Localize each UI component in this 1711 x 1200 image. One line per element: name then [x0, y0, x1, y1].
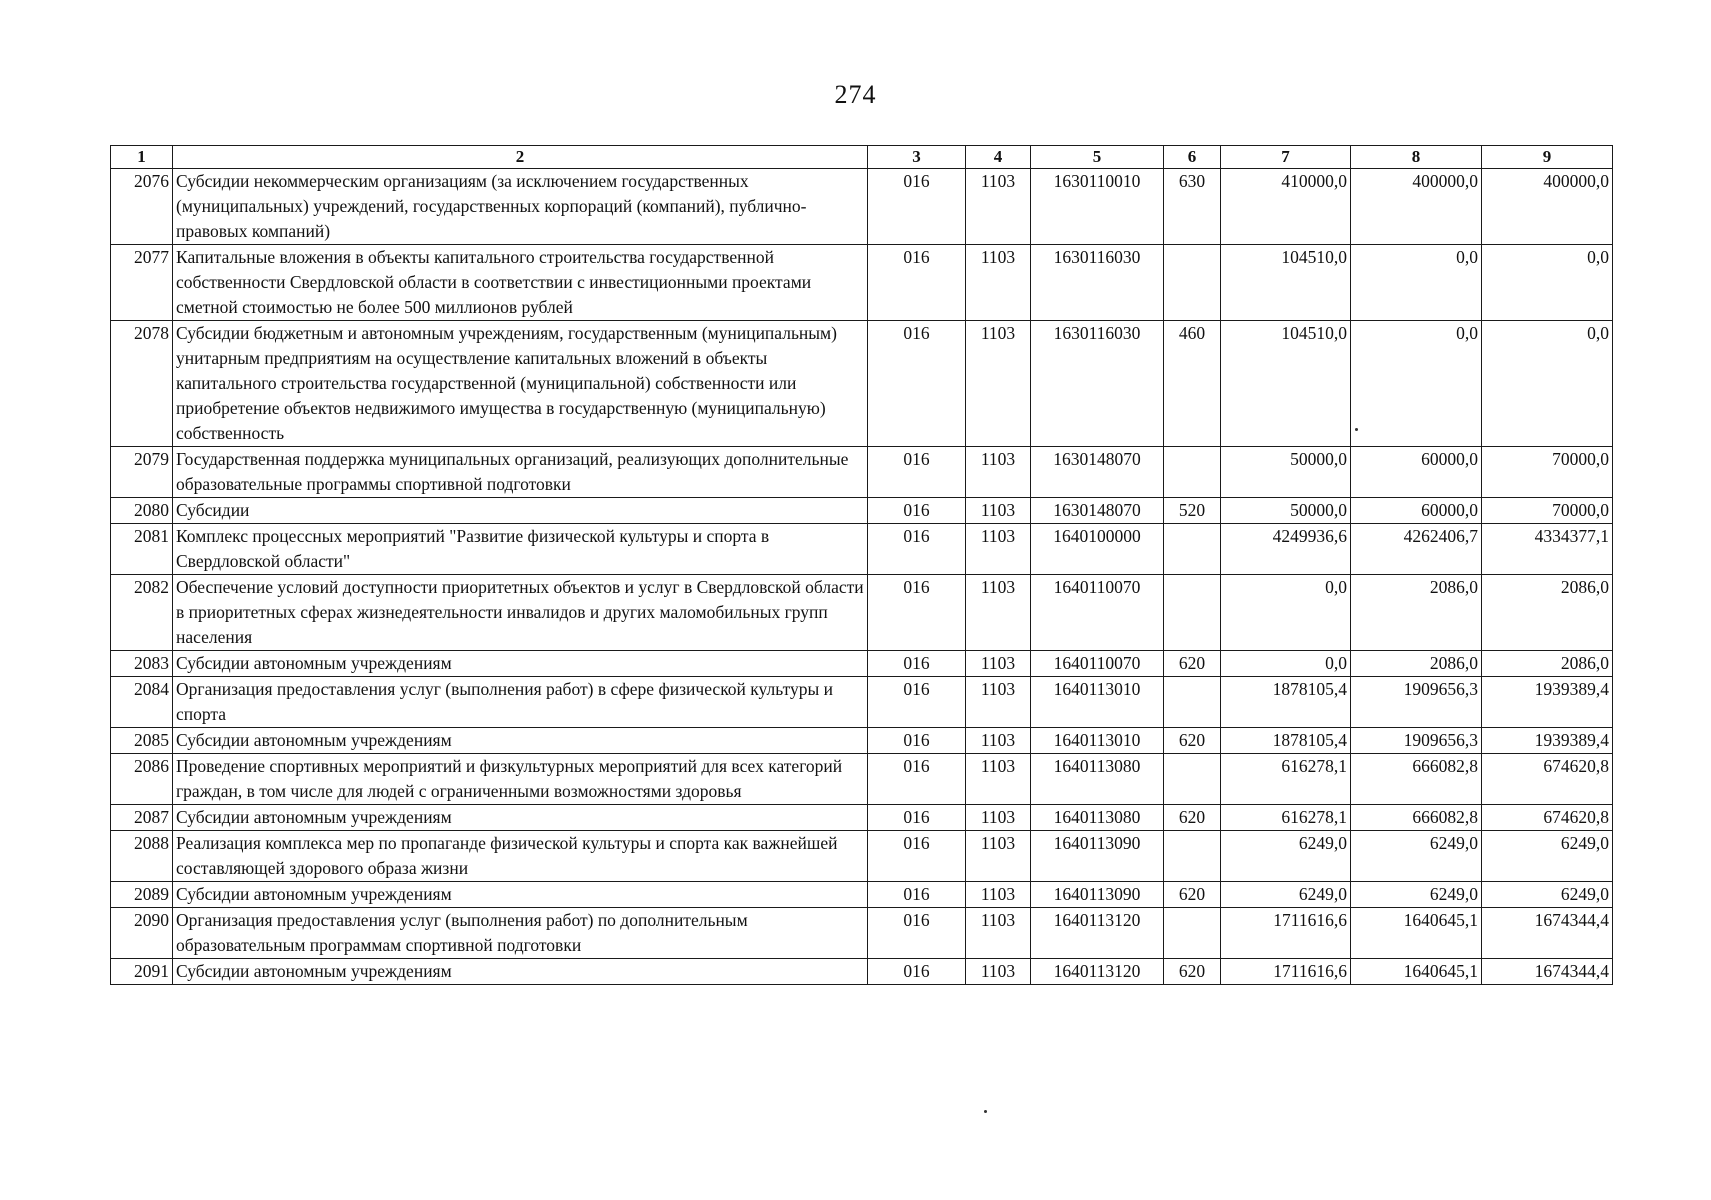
header-col-8: 8: [1351, 146, 1482, 169]
row-target-article: 1630148070: [1031, 498, 1164, 524]
row-number: 2085: [111, 728, 173, 754]
row-expense-type: 620: [1164, 882, 1221, 908]
row-amount-col-9: 0,0: [1482, 321, 1613, 447]
header-col-2: 2: [173, 146, 868, 169]
row-amount-col-7: 104510,0: [1221, 321, 1351, 447]
row-amount-col-7: 1878105,4: [1221, 677, 1351, 728]
row-expense-type: [1164, 447, 1221, 498]
row-ministry-code: 016: [868, 651, 966, 677]
row-target-article: 1640110070: [1031, 651, 1164, 677]
row-section-code: 1103: [966, 524, 1031, 575]
row-name: Субсидии автономным учреждениям: [173, 728, 868, 754]
row-number: 2080: [111, 498, 173, 524]
row-name: Субсидии бюджетным и автономным учреждениям, государственным (муниципальным) унитарным предприятиям на осуществление капитальных вложений в объекты капитального строительства государственной (муниципальной) собственности или приобретение объектов недвижимого имущества в государственную (муниципальную) собственность: [173, 321, 868, 447]
row-amount-col-9: 70000,0: [1482, 447, 1613, 498]
row-amount-col-9: 674620,8: [1482, 805, 1613, 831]
row-section-code: 1103: [966, 908, 1031, 959]
row-amount-col-9: 1674344,4: [1482, 959, 1613, 985]
row-amount-col-9: 4334377,1: [1482, 524, 1613, 575]
row-amount-col-7: 410000,0: [1221, 169, 1351, 245]
row-number: 2090: [111, 908, 173, 959]
row-number: 2087: [111, 805, 173, 831]
table-row: [111, 728, 1613, 754]
row-ministry-code: 016: [868, 575, 966, 651]
row-amount-col-9: 6249,0: [1482, 831, 1613, 882]
row-expense-type: 620: [1164, 728, 1221, 754]
row-amount-col-7: 6249,0: [1221, 831, 1351, 882]
row-section-code: 1103: [966, 959, 1031, 985]
row-section-code: 1103: [966, 169, 1031, 245]
row-name: Организация предоставления услуг (выполнения работ) по дополнительным образовательным программам спортивной подготовки: [173, 908, 868, 959]
table-row: [111, 169, 1613, 245]
row-amount-col-8: 1909656,3: [1351, 728, 1482, 754]
row-amount-col-8: 1640645,1: [1351, 959, 1482, 985]
row-name: Субсидии автономным учреждениям: [173, 651, 868, 677]
row-section-code: 1103: [966, 882, 1031, 908]
row-target-article: 1640113090: [1031, 831, 1164, 882]
page-number: 274: [834, 80, 877, 109]
header-col-7: 7: [1221, 146, 1351, 169]
row-expense-type: [1164, 831, 1221, 882]
row-expense-type: [1164, 245, 1221, 321]
row-ministry-code: 016: [868, 245, 966, 321]
table-row: [111, 908, 1613, 959]
table-row: [111, 321, 1613, 447]
row-name: Проведение спортивных мероприятий и физкультурных мероприятий для всех категорий граждан, в том числе для людей с ограниченными возможностями здоровья: [173, 754, 868, 805]
row-amount-col-7: 4249936,6: [1221, 524, 1351, 575]
row-ministry-code: 016: [868, 754, 966, 805]
header-col-3: 3: [868, 146, 966, 169]
row-expense-type: 460: [1164, 321, 1221, 447]
row-amount-col-7: 50000,0: [1221, 498, 1351, 524]
row-ministry-code: 016: [868, 728, 966, 754]
row-section-code: 1103: [966, 575, 1031, 651]
row-number: 2078: [111, 321, 173, 447]
row-amount-col-9: 1674344,4: [1482, 908, 1613, 959]
row-amount-col-7: 1711616,6: [1221, 908, 1351, 959]
scan-speck: [1355, 428, 1358, 431]
row-amount-col-9: 400000,0: [1482, 169, 1613, 245]
table-row: [111, 498, 1613, 524]
row-amount-col-9: 2086,0: [1482, 575, 1613, 651]
row-ministry-code: 016: [868, 498, 966, 524]
row-target-article: 1640113080: [1031, 754, 1164, 805]
row-target-article: 1640113090: [1031, 882, 1164, 908]
row-section-code: 1103: [966, 677, 1031, 728]
row-expense-type: 630: [1164, 169, 1221, 245]
row-section-code: 1103: [966, 754, 1031, 805]
row-name: Субсидии автономным учреждениям: [173, 805, 868, 831]
row-section-code: 1103: [966, 805, 1031, 831]
row-target-article: 1630110010: [1031, 169, 1164, 245]
row-amount-col-9: 0,0: [1482, 245, 1613, 321]
row-ministry-code: 016: [868, 882, 966, 908]
row-name: Комплекс процессных мероприятий "Развитие физической культуры и спорта в Свердловской области": [173, 524, 868, 575]
row-section-code: 1103: [966, 831, 1031, 882]
row-number: 2086: [111, 754, 173, 805]
row-amount-col-9: 6249,0: [1482, 882, 1613, 908]
table-row: [111, 524, 1613, 575]
row-ministry-code: 016: [868, 169, 966, 245]
row-amount-col-9: 2086,0: [1482, 651, 1613, 677]
row-name: Государственная поддержка муниципальных организаций, реализующих дополнительные образовательные программы спортивной подготовки: [173, 447, 868, 498]
row-amount-col-7: 0,0: [1221, 575, 1351, 651]
row-name: Субсидии: [173, 498, 868, 524]
row-amount-col-8: 1640645,1: [1351, 908, 1482, 959]
row-name: Капитальные вложения в объекты капитального строительства государственной собственности Свердловской области в соответствии с инвестиционными проектами сметной стоимостью не более 500 миллионов рублей: [173, 245, 868, 321]
row-number: 2081: [111, 524, 173, 575]
row-amount-col-8: 1909656,3: [1351, 677, 1482, 728]
row-amount-col-9: 1939389,4: [1482, 728, 1613, 754]
row-amount-col-9: 674620,8: [1482, 754, 1613, 805]
row-amount-col-8: 4262406,7: [1351, 524, 1482, 575]
row-number: 2079: [111, 447, 173, 498]
row-expense-type: 520: [1164, 498, 1221, 524]
table-row: [111, 677, 1613, 728]
row-number: 2084: [111, 677, 173, 728]
table-row: [111, 754, 1613, 805]
row-ministry-code: 016: [868, 447, 966, 498]
row-section-code: 1103: [966, 245, 1031, 321]
row-name: Субсидии автономным учреждениям: [173, 882, 868, 908]
row-amount-col-7: 0,0: [1221, 651, 1351, 677]
row-amount-col-8: 400000,0: [1351, 169, 1482, 245]
table-row: [111, 959, 1613, 985]
table-row: [111, 805, 1613, 831]
row-amount-col-8: 6249,0: [1351, 882, 1482, 908]
budget-table: [110, 145, 1613, 985]
row-amount-col-7: 6249,0: [1221, 882, 1351, 908]
row-amount-col-8: 6249,0: [1351, 831, 1482, 882]
row-expense-type: 620: [1164, 959, 1221, 985]
row-amount-col-8: 60000,0: [1351, 447, 1482, 498]
table-row: [111, 245, 1613, 321]
row-number: 2089: [111, 882, 173, 908]
table-row: [111, 651, 1613, 677]
row-section-code: 1103: [966, 321, 1031, 447]
row-amount-col-8: 2086,0: [1351, 651, 1482, 677]
row-name: Обеспечение условий доступности приоритетных объектов и услуг в Свердловской области в приоритетных сферах жизнедеятельности инвалидов и других маломобильных групп населения: [173, 575, 868, 651]
header-col-5: 5: [1031, 146, 1164, 169]
table-row: [111, 447, 1613, 498]
row-target-article: 1640113010: [1031, 728, 1164, 754]
row-name: Субсидии некоммерческим организациям (за исключением государственных (муниципальных) учреждений, государственных корпораций (компаний), публично-правовых компаний): [173, 169, 868, 245]
row-ministry-code: 016: [868, 524, 966, 575]
header-row: [111, 146, 1613, 169]
row-number: 2091: [111, 959, 173, 985]
row-target-article: 1640113120: [1031, 908, 1164, 959]
row-target-article: 1630116030: [1031, 245, 1164, 321]
row-expense-type: [1164, 524, 1221, 575]
row-expense-type: [1164, 677, 1221, 728]
row-target-article: 1630116030: [1031, 321, 1164, 447]
row-name: Реализация комплекса мер по пропаганде физической культуры и спорта как важнейшей составляющей здорового образа жизни: [173, 831, 868, 882]
row-target-article: 1640113080: [1031, 805, 1164, 831]
row-amount-col-8: 0,0: [1351, 321, 1482, 447]
row-ministry-code: 016: [868, 908, 966, 959]
row-amount-col-7: 1878105,4: [1221, 728, 1351, 754]
row-section-code: 1103: [966, 728, 1031, 754]
scan-speck: [984, 1110, 987, 1113]
table-row: [111, 882, 1613, 908]
row-number: 2076: [111, 169, 173, 245]
row-amount-col-8: 666082,8: [1351, 754, 1482, 805]
row-target-article: 1640113120: [1031, 959, 1164, 985]
row-number: 2088: [111, 831, 173, 882]
header-col-9: 9: [1482, 146, 1613, 169]
row-section-code: 1103: [966, 498, 1031, 524]
row-amount-col-8: 2086,0: [1351, 575, 1482, 651]
row-target-article: 1630148070: [1031, 447, 1164, 498]
row-amount-col-8: 60000,0: [1351, 498, 1482, 524]
row-ministry-code: 016: [868, 677, 966, 728]
header-col-4: 4: [966, 146, 1031, 169]
row-amount-col-7: 1711616,6: [1221, 959, 1351, 985]
row-amount-col-9: 70000,0: [1482, 498, 1613, 524]
row-amount-col-8: 666082,8: [1351, 805, 1482, 831]
row-number: 2082: [111, 575, 173, 651]
table-row: [111, 831, 1613, 882]
table-row: [111, 575, 1613, 651]
row-section-code: 1103: [966, 651, 1031, 677]
row-number: 2083: [111, 651, 173, 677]
row-expense-type: [1164, 754, 1221, 805]
row-amount-col-7: 616278,1: [1221, 754, 1351, 805]
row-amount-col-7: 104510,0: [1221, 245, 1351, 321]
row-name: Организация предоставления услуг (выполнения работ) в сфере физической культуры и спорта: [173, 677, 868, 728]
row-amount-col-8: 0,0: [1351, 245, 1482, 321]
row-ministry-code: 016: [868, 805, 966, 831]
row-ministry-code: 016: [868, 959, 966, 985]
row-number: 2077: [111, 245, 173, 321]
row-amount-col-9: 1939389,4: [1482, 677, 1613, 728]
row-expense-type: 620: [1164, 651, 1221, 677]
row-section-code: 1103: [966, 447, 1031, 498]
row-expense-type: [1164, 908, 1221, 959]
row-ministry-code: 016: [868, 831, 966, 882]
row-expense-type: [1164, 575, 1221, 651]
row-amount-col-7: 50000,0: [1221, 447, 1351, 498]
row-target-article: 1640100000: [1031, 524, 1164, 575]
row-ministry-code: 016: [868, 321, 966, 447]
header-col-6: 6: [1164, 146, 1221, 169]
header-col-1: 1: [111, 146, 173, 169]
row-expense-type: 620: [1164, 805, 1221, 831]
row-name: Субсидии автономным учреждениям: [173, 959, 868, 985]
row-target-article: 1640110070: [1031, 575, 1164, 651]
row-target-article: 1640113010: [1031, 677, 1164, 728]
row-amount-col-7: 616278,1: [1221, 805, 1351, 831]
